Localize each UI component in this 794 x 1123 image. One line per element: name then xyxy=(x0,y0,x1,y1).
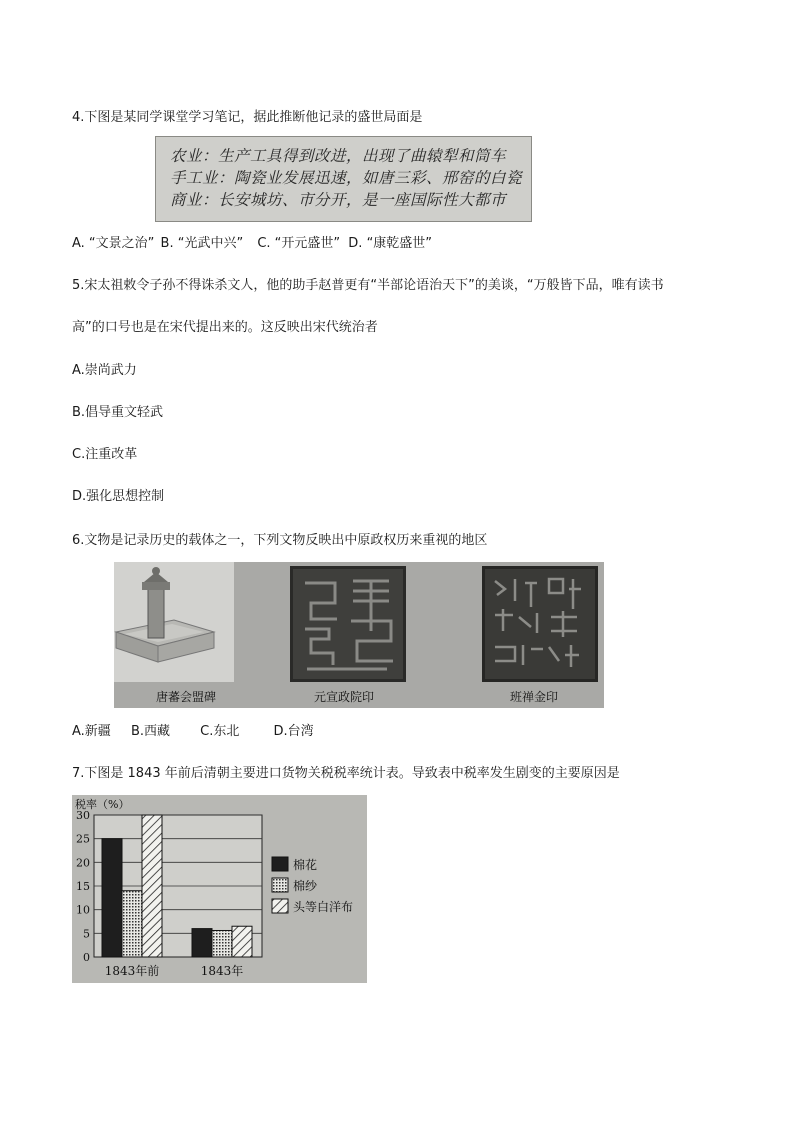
seal-script-pattern xyxy=(293,569,403,679)
notes-line-2: 手工业：陶瓷业发展迅速，如唐三彩、邢窑的白瓷 xyxy=(170,169,523,187)
y-tick-label: 15 xyxy=(76,880,90,893)
y-tick-label: 10 xyxy=(76,903,90,917)
q4-option-b[interactable]: B. “光武中兴” xyxy=(160,236,244,251)
legend-label: 头等白洋布 xyxy=(293,900,354,914)
y-tick-label: 25 xyxy=(76,832,90,846)
q4-option-d[interactable]: D. “康乾盛世” xyxy=(348,236,433,251)
legend-swatch xyxy=(272,878,288,892)
y-tick-label: 5 xyxy=(83,927,90,941)
legend-label: 棉纱 xyxy=(293,879,318,893)
legend-label: 棉花 xyxy=(293,858,318,872)
q5-option-b[interactable]: B.倡导重文轻武 xyxy=(72,405,164,420)
bar-棉花 xyxy=(102,839,122,957)
q7-stem: 7.下图是 1843 年前后清朝主要进口货物关税税率统计表。导致表中税率发生剧变的主要原因是 xyxy=(72,766,620,781)
q5-stem-line-1: 5.宋太祖敕令子孙不得诛杀文人，他的助手赵普更有“半部论语治天下”的美谈，“万般皆下品，唯有读书 xyxy=(72,278,664,293)
q4-options xyxy=(72,236,432,252)
legend-swatch xyxy=(272,899,288,913)
handwritten-notes-image xyxy=(155,136,532,222)
q5-stem-line-2: 高”的口号也是在宋代提出来的。这反映出宋代统治者 xyxy=(72,320,378,335)
caption-stele: 唐蕃会盟碑 xyxy=(156,690,217,704)
bar-棉花 xyxy=(192,929,212,957)
tariff-chart-image xyxy=(72,795,367,983)
q5-option-d[interactable]: D.强化思想控制 xyxy=(72,489,165,504)
q6-option-d[interactable]: D.台湾 xyxy=(273,724,314,739)
yuan-seal xyxy=(290,566,406,682)
q6-option-a[interactable]: A.新疆 xyxy=(72,724,111,739)
notes-line-3: 商业：长安城坊、市分开，是一座国际性大都市 xyxy=(170,191,507,209)
q6-stem: 6.文物是记录历史的载体之一，下列文物反映出中原政权历来重视的地区 xyxy=(72,533,488,548)
stele-drawing xyxy=(114,562,234,682)
q5-option-c[interactable]: C.注重改革 xyxy=(72,447,138,462)
x-tick-label: 1843年前 xyxy=(104,964,160,978)
caption-panchen-seal: 班禅金印 xyxy=(510,690,559,704)
bar-棉纱 xyxy=(122,891,142,957)
q4-option-c[interactable]: C. “开元盛世” xyxy=(257,236,341,251)
q6-option-b[interactable]: B.西藏 xyxy=(130,724,171,739)
relics-image xyxy=(114,562,604,708)
notes-line-1: 农业：生产工具得到改进，出现了曲辕犁和筒车 xyxy=(170,147,507,165)
q6-options xyxy=(72,724,314,740)
x-tick-label: 1843年 xyxy=(200,964,244,978)
bar-头等白洋布 xyxy=(142,815,162,957)
seal-script-pattern xyxy=(485,569,595,679)
legend-swatch xyxy=(272,857,288,871)
y-tick-label: 20 xyxy=(76,856,90,870)
q4-option-a[interactable]: A. “文景之治” xyxy=(72,236,155,251)
y-tick-label: 30 xyxy=(76,809,90,822)
q6-option-c[interactable]: C.东北 xyxy=(200,724,240,739)
tariff-bar-chart xyxy=(72,795,367,983)
bar-棉纱 xyxy=(212,930,232,957)
caption-yuan-seal: 元宣政院印 xyxy=(314,690,375,704)
bar-头等白洋布 xyxy=(232,926,252,957)
q4-stem: 4.下图是某同学课堂学习笔记，据此推断他记录的盛世局面是 xyxy=(72,110,423,125)
panchen-seal xyxy=(482,566,598,682)
y-tick-label: 0 xyxy=(83,951,90,964)
q5-option-a[interactable]: A.崇尚武力 xyxy=(72,363,137,378)
y-axis-label: 税率（%） xyxy=(75,798,130,811)
